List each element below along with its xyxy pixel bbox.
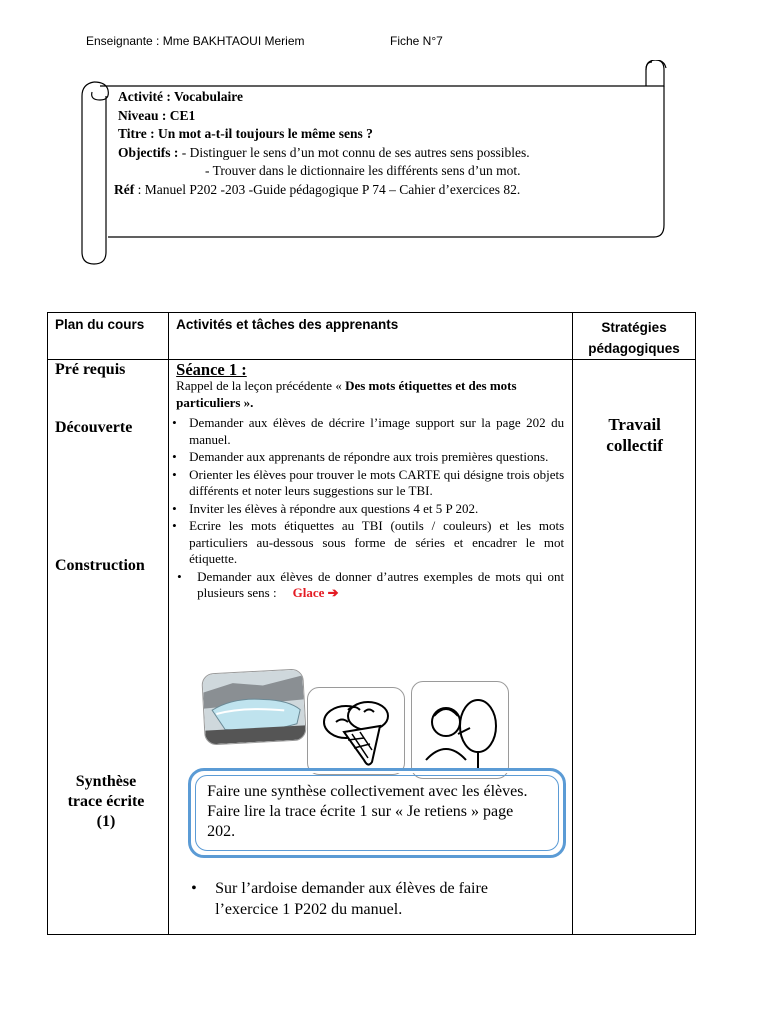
task-text: Ecrire les mots étiquettes au TBI (outils / couleurs) et les mots particuliers au-dessous sous forme de séries et encadrer le mot étiquette. xyxy=(189,518,565,566)
ardoise-item xyxy=(191,878,551,920)
bullet: • xyxy=(172,449,177,464)
task-text: Orienter les élèves pour trouver le mots CARTE qui désigne trois objets différents et noter leurs suggestions sur le TBI. xyxy=(189,466,565,498)
strategie-line-2: collectif xyxy=(606,436,663,455)
label-synthese-3: (1) xyxy=(96,813,116,830)
rappel-prefix: Rappel de la leçon précédente « xyxy=(176,378,346,393)
arrow-right-icon: ➔ xyxy=(327,585,339,600)
task-item xyxy=(169,518,564,568)
bullet: • xyxy=(191,880,197,897)
titre-label: Titre : xyxy=(118,126,158,141)
task-item xyxy=(169,501,564,518)
task-text: Demander aux élèves de donner d’autres exemples de mots qui ont plusieurs sens : xyxy=(197,568,565,600)
activite-value: Vocabulaire xyxy=(173,89,243,104)
label-synthese-2: trace écrite xyxy=(67,793,145,810)
header-activites: Activités et tâches des apprenants xyxy=(169,313,573,360)
header-strategies xyxy=(573,313,696,360)
synthese-text: Faire une synthèse collectivement avec les élèves. Faire lire la trace écrite 1 sur « Je retiens » page 202. xyxy=(207,783,528,840)
plan-column xyxy=(48,360,169,935)
task-text: Inviter les élèves à répondre aux questions 4 et 5 P 202. xyxy=(189,500,479,516)
task-text: Demander aux élèves de décrire l’image support sur la page 202 du manuel. xyxy=(189,415,565,447)
ardoise-text: Sur l’ardoise demander aux élèves de faire l’exercice 1 P202 du manuel. xyxy=(215,880,488,918)
niveau-label: Niveau : xyxy=(118,107,170,123)
task-item xyxy=(169,415,564,448)
seance-title: Séance 1 : xyxy=(176,360,247,379)
label-prerequis: Pré requis xyxy=(55,361,126,378)
bullet: • xyxy=(172,518,177,533)
rappel-text xyxy=(176,378,548,411)
synthese-box xyxy=(188,768,566,858)
bullet: • xyxy=(172,500,177,516)
task-item xyxy=(169,449,564,466)
bullet: • xyxy=(172,415,177,430)
bullet: • xyxy=(177,568,182,584)
header-plan: Plan du cours xyxy=(48,313,169,360)
mirror-image xyxy=(411,681,509,779)
objectif-1: - Distinguer le sens d’un mot connu de ses autres sens possibles. xyxy=(181,144,530,160)
ref-label: Réf xyxy=(114,181,135,197)
strategies-column xyxy=(573,360,696,935)
ref-value: : Manuel P202 -203 -Guide pédagogique P 74 – Cahier d’exercices 82. xyxy=(134,181,521,197)
info-block xyxy=(114,88,658,199)
header-strategies-1: Stratégies xyxy=(601,320,667,335)
glacier-image xyxy=(201,668,307,745)
rappel-bold: Des mots étiquettes et des mots particuliers ». xyxy=(176,378,517,410)
header-strategies-2: pédagogiques xyxy=(588,341,680,356)
teacher-name: Enseignante : Mme BAKHTAOUI Meriem xyxy=(86,34,305,48)
task-list xyxy=(169,415,564,603)
task-item xyxy=(169,569,564,602)
sheet-number: Fiche N°7 xyxy=(390,34,443,48)
objectif-2: - Trouver dans le dictionnaire les différents sens d’un mot. xyxy=(205,163,521,178)
niveau-value: CE1 xyxy=(169,107,196,123)
task-text: Demander aux apprenants de répondre aux trois premières questions. xyxy=(189,449,549,464)
strategie-line-1: Travail xyxy=(608,415,661,434)
label-construction: Construction xyxy=(55,557,145,574)
label-synthese-1: Synthèse xyxy=(75,773,137,790)
activities-column xyxy=(169,360,573,935)
info-scroll-banner xyxy=(78,60,678,265)
task-item xyxy=(169,467,564,500)
label-synthese xyxy=(48,772,164,832)
glace-word: Glace xyxy=(292,585,325,600)
label-decouverte: Découverte xyxy=(55,419,133,436)
lesson-plan-table xyxy=(47,312,696,935)
ice-cream-image xyxy=(307,687,405,775)
titre-value: Un mot a-t-il toujours le même sens ? xyxy=(158,126,373,141)
activite-label: Activité : xyxy=(118,89,174,104)
bullet: • xyxy=(172,466,177,482)
objectifs-label: Objectifs : xyxy=(118,144,182,160)
strategie-travail-collectif xyxy=(573,414,696,456)
